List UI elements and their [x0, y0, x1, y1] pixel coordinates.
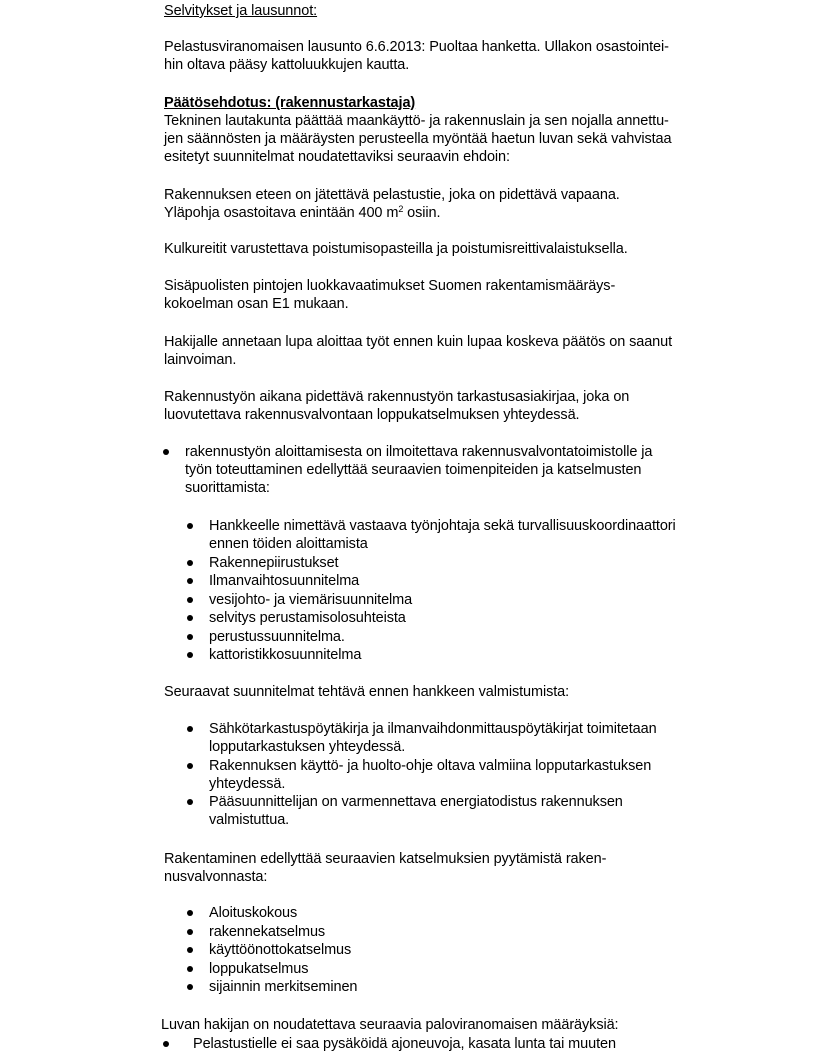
- inspection-item: käyttöönottokatselmus: [209, 942, 352, 958]
- pre-start-item: perustussuunnitelma.: [209, 629, 345, 645]
- bullet-dot: [187, 929, 193, 935]
- bullet-dot: [187, 799, 193, 805]
- bullet-dot: [187, 966, 193, 972]
- rescue-statement-line: hin oltava pääsy kattoluukkujen kautta.: [164, 57, 410, 73]
- bullet-dot: [187, 652, 193, 658]
- inspections-heading-line: nusvalvonnasta:: [164, 869, 268, 885]
- bullet-dot: [187, 578, 193, 584]
- before-completion-item: lopputarkastuksen yhteydessä.: [209, 739, 406, 755]
- pre-start-item: Ilmanvaihtosuunnitelma: [209, 573, 360, 589]
- decision-text-line: Tekninen lautakunta päättää maankäyttö- ja rakennuslain ja sen nojalla annettu-: [164, 113, 669, 129]
- condition-attic-suffix: osiin.: [403, 205, 441, 221]
- condition-docs-line: luovutettava rakennusvalvontaan loppukatselmuksen yhteydessä.: [164, 407, 580, 423]
- decision-text-line: esitetyt suunnitelmat noudatettaviksi seuraavin ehdoin:: [164, 149, 510, 165]
- bullet-dot: [187, 984, 193, 990]
- inspection-item: loppukatselmus: [209, 961, 309, 977]
- decision-text-line: jen säännösten ja määräysten perusteella myöntää haetun luvan sekä vahvistaa: [164, 131, 672, 147]
- rescue-statement-line: Pelastusviranomaisen lausunto 6.6.2013: Puoltaa hanketta. Ullakon osastointei-: [164, 39, 669, 55]
- start-notice-line: työn toteuttaminen edellyttää seuraavien toimenpiteiden ja katselmusten: [185, 462, 642, 478]
- inspection-item: Aloituskokous: [209, 905, 298, 921]
- bullet-dot: [187, 615, 193, 621]
- bullet-dot: [187, 910, 193, 916]
- pre-start-item: Hankkeelle nimettävä vastaava työnjohtaja sekä turvallisuuskoordinaattori: [209, 518, 676, 534]
- condition-attic-prefix: Yläpohja osastoitava enintään 400 m: [164, 205, 399, 221]
- bullet-dot: [187, 597, 193, 603]
- bullet-dot: [187, 947, 193, 953]
- bullet-dot: [163, 449, 169, 455]
- condition-attic: [164, 204, 440, 222]
- fire-item: Pelastustielle ei saa pysäköidä ajoneuvoja, kasata lunta tai muuten: [193, 1036, 616, 1052]
- before-completion-item: Pääsuunnittelijan on varmennettava energiatodistus rakennuksen: [209, 794, 623, 810]
- condition-docs-line: Rakennustyön aikana pidettävä rakennustyön tarkastusasiakirjaa, joka on: [164, 389, 630, 405]
- decision-heading: Päätösehdotus: (rakennustarkastaja): [164, 95, 416, 111]
- bullet-dot: [187, 523, 193, 529]
- before-completion-item: Sähkötarkastuspöytäkirja ja ilmanvaihdonmittauspöytäkirjat toimitetaan: [209, 721, 657, 737]
- bullet-dot: [187, 726, 193, 732]
- bullet-dot: [187, 560, 193, 566]
- fire-heading: Luvan hakijan on noudatettava seuraavia paloviranomaisen määräyksiä:: [161, 1017, 619, 1033]
- start-notice-line: suorittamista:: [185, 480, 270, 496]
- pre-start-item: vesijohto- ja viemärisuunnitelma: [209, 592, 413, 608]
- condition-surfaces-line: Sisäpuolisten pintojen luokkavaatimukset Suomen rakentamismääräys-: [164, 278, 616, 294]
- pre-start-item: selvitys perustamisolosuhteista: [209, 610, 406, 626]
- bullet-dot: [187, 634, 193, 640]
- condition-escape-route: Rakennuksen eteen on jätettävä pelastustie, joka on pidettävä vapaana.: [164, 187, 620, 203]
- pre-start-item: ennen töiden aloittamista: [209, 536, 368, 552]
- before-completion-item: yhteydessä.: [209, 776, 286, 792]
- bullet-dot: [187, 763, 193, 769]
- before-completion-item: Rakennuksen käyttö- ja huolto-ohje oltava valmiina lopputarkastuksen: [209, 758, 652, 774]
- condition-start-line: lainvoiman.: [164, 352, 237, 368]
- statements-heading: Selvitykset ja lausunnot:: [164, 3, 318, 19]
- inspection-item: rakennekatselmus: [209, 924, 326, 940]
- condition-attic-sup: 2: [398, 204, 404, 214]
- before-completion-item: valmistuttua.: [209, 812, 290, 828]
- condition-start-line: Hakijalle annetaan lupa aloittaa työt ennen kuin lupaa koskeva päätös on saanut: [164, 334, 673, 350]
- condition-exits: Kulkureitit varustettava poistumisopasteilla ja poistumisreittivalaistuksella.: [164, 241, 628, 257]
- before-completion-heading: Seuraavat suunnitelmat tehtävä ennen hankkeen valmistumista:: [164, 684, 570, 700]
- inspections-heading-line: Rakentaminen edellyttää seuraavien katselmuksien pyytämistä raken-: [164, 851, 607, 867]
- bullet-dot: [163, 1041, 169, 1047]
- inspection-item: sijainnin merkitseminen: [209, 979, 358, 995]
- condition-surfaces-line: kokoelman osan E1 mukaan.: [164, 296, 349, 312]
- start-notice-line: rakennustyön aloittamisesta on ilmoitettava rakennusvalvontatoimistolle ja: [185, 444, 653, 460]
- pre-start-item: kattoristikkosuunnitelma: [209, 647, 362, 663]
- pre-start-item: Rakennepiirustukset: [209, 555, 339, 571]
